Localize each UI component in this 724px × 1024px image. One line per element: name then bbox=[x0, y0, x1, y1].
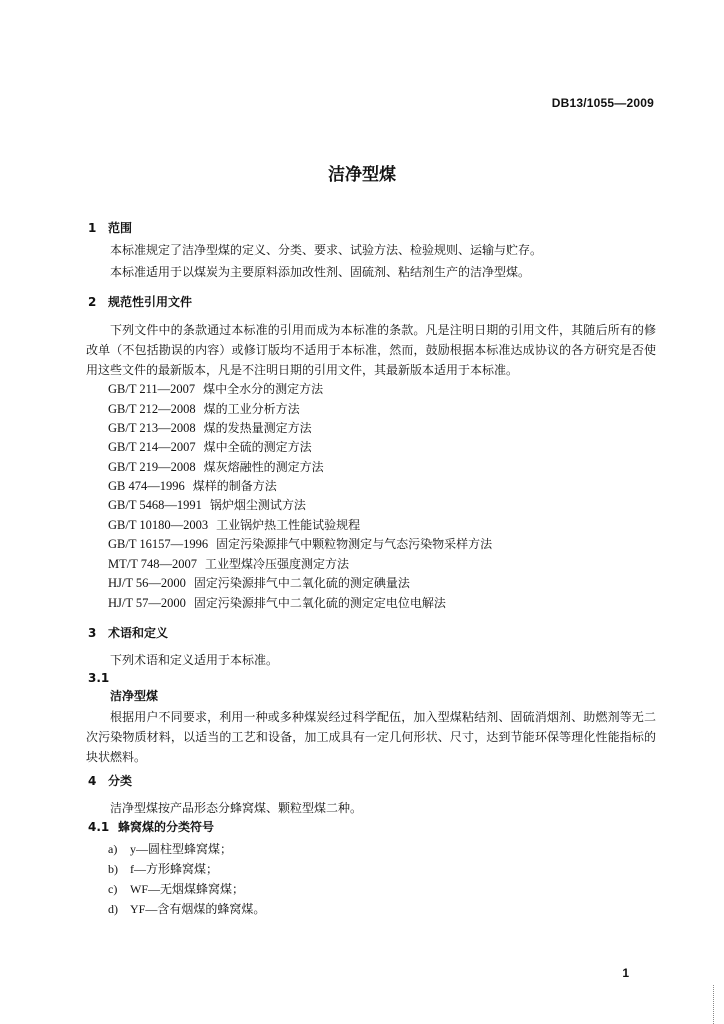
reference-item: GB/T 5468—1991 锅炉烟尘测试方法 bbox=[108, 498, 306, 512]
reference-item: HJ/T 57—2000 固定污染源排气中二氧化硫的测定定电位电解法 bbox=[108, 596, 446, 610]
list-item: a) y—圆柱型蜂窝煤； bbox=[108, 842, 233, 856]
subsection-4-1-heading: 4.1 蜂窝煤的分类符号 bbox=[88, 820, 215, 834]
document-code: DB13/1055—2009 bbox=[551, 96, 654, 110]
reference-item: HJ/T 56—2000 固定污染源排气中二氧化硫的测定碘量法 bbox=[108, 576, 410, 590]
reference-item: GB 474—1996 煤样的制备方法 bbox=[108, 479, 277, 493]
reference-item: GB/T 214—2007 煤中全硫的测定方法 bbox=[108, 440, 312, 454]
section-2-paragraph: 下列文件中的条款通过本标准的引用而成为本标准的条款。凡是注明日期的引用文件，其随后所有的修改单（不包括勘误的内容）或修订版均不适用于本标准，然而，鼓励根据本标准达成协议的各方研究是否使用这些文件的最新版本，凡是不注明日期的引用文件，其最新版本适用于本标准。 bbox=[86, 323, 656, 377]
section-4-intro: 洁净型煤按产品形态分蜂窝煤、颗粒型煤二种。 bbox=[110, 801, 363, 815]
reference-item: GB/T 219—2008 煤灰熔融性的测定方法 bbox=[108, 460, 324, 474]
term-name: 洁净型煤 bbox=[110, 689, 159, 703]
list-item: d) YF—含有烟煤的蜂窝煤。 bbox=[108, 902, 266, 916]
page-edge-mark bbox=[713, 985, 724, 1024]
document-title: 洁净型煤 bbox=[328, 165, 396, 185]
section-1-line-1: 本标准规定了洁净型煤的定义、分类、要求、试验方法、检验规则、运输与贮存。 bbox=[110, 243, 543, 257]
section-2-heading: 2 规范性引用文件 bbox=[88, 295, 193, 309]
section-3-heading: 3 术语和定义 bbox=[88, 626, 169, 640]
section-1-line-2: 本标准适用于以煤炭为主要原料添加改性剂、固硫剂、粘结剂生产的洁净型煤。 bbox=[110, 265, 531, 279]
section-1-heading: 1 范围 bbox=[88, 221, 133, 235]
page-number: 1 bbox=[622, 966, 629, 980]
reference-item: GB/T 16157—1996 固定污染源排气中颗粒物测定与气态污染物采样方法 bbox=[108, 537, 493, 551]
reference-item: GB/T 212—2008 煤的工业分析方法 bbox=[108, 402, 300, 416]
reference-item: GB/T 213—2008 煤的发热量测定方法 bbox=[108, 421, 312, 435]
reference-item: GB/T 211—2007 煤中全水分的测定方法 bbox=[108, 382, 324, 396]
reference-item: GB/T 10180—2003 工业锅炉热工性能试验规程 bbox=[108, 518, 361, 532]
list-item: b) f—方形蜂窝煤； bbox=[108, 862, 218, 876]
list-item: c) WF—无烟煤蜂窝煤； bbox=[108, 882, 245, 896]
section-3-intro: 下列术语和定义适用于本标准。 bbox=[110, 653, 279, 667]
subsection-3-1-number: 3.1 bbox=[88, 671, 110, 685]
reference-item: MT/T 748—2007 工业型煤冷压强度测定方法 bbox=[108, 557, 350, 571]
term-definition: 根据用户不同要求，利用一种或多种煤炭经过科学配伍，加入型煤粘结剂、固硫消烟剂、助燃剂等无二次污染物质材料，以适当的工艺和设备，加工成具有一定几何形状、尺寸，达到节能环保等理化性能指标的块状燃料。 bbox=[86, 710, 656, 764]
section-4-heading: 4 分类 bbox=[88, 774, 133, 788]
